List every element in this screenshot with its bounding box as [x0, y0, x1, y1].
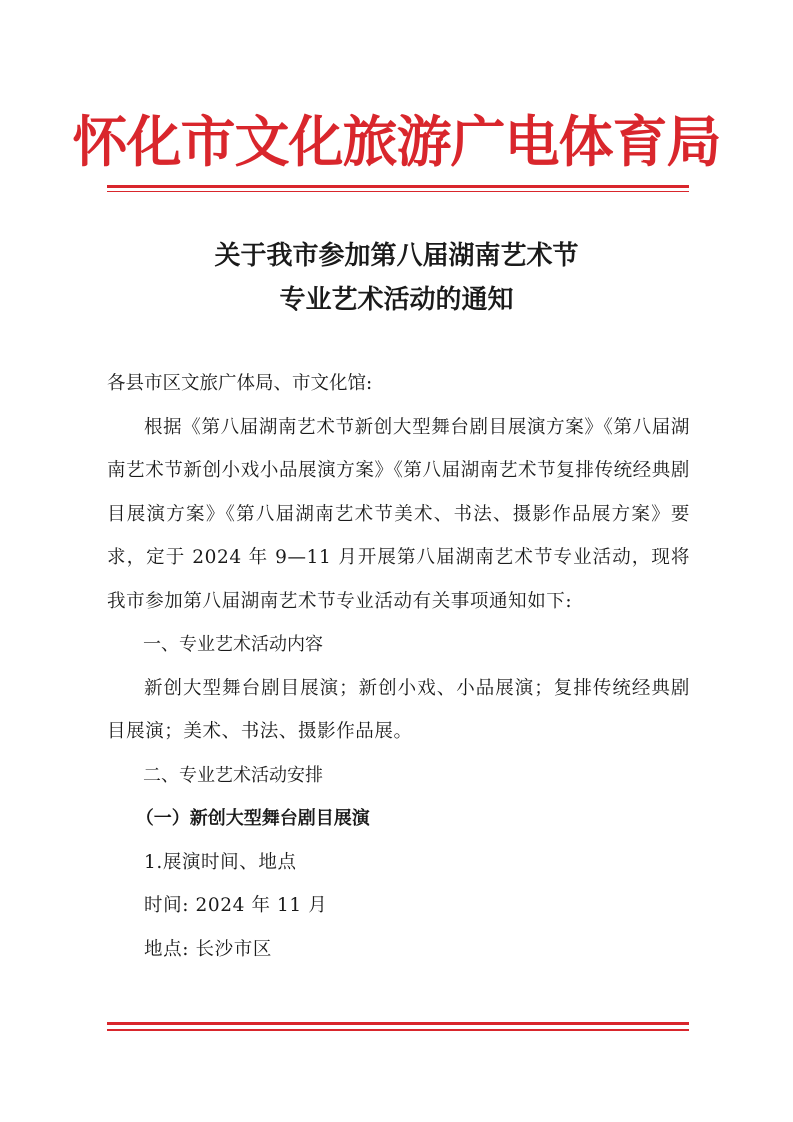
document-body — [107, 362, 690, 971]
intro-paragraph: 根据《第八届湖南艺术节新创大型舞台剧目展演方案》《第八届湖南艺术节新创小戏小品展演方案》《第八届湖南艺术节复排传统经典剧目展演方案》《第八届湖南艺术节美术、书法、摄影作品展方案》要求，定于 2024 年 9—11 月开展第八届湖南艺术节专业活动，现将我市参加第八届湖南艺术节专业活动有关事项通知如下: — [107, 416, 690, 612]
agency-masthead: 怀化市文化旅游广电体育局 — [72, 110, 721, 174]
document-title-line-1: 关于我市参加第八届湖南艺术节 — [214, 241, 579, 271]
event-place: 地点: 长沙市区 — [144, 938, 272, 960]
event-time: 时间: 2024 年 11 月 — [144, 895, 328, 916]
subsection-1-heading: （一）新创大型舞台剧目展演 — [135, 808, 370, 829]
section-1-heading: 一、专业艺术活动内容 — [143, 634, 323, 655]
section-2-heading: 二、专业艺术活动安排 — [143, 764, 323, 786]
document-title-line-2: 专业艺术活动的通知 — [279, 285, 514, 315]
salutation: 各县市区文旅广体局、市文化馆: — [107, 373, 373, 394]
footer-divider — [107, 1022, 689, 1031]
section-1-body: 新创大型舞台剧目展演；新创小戏、小品展演；复排传统经典剧目展演；美术、书法、摄影作品展。 — [107, 677, 690, 742]
masthead-divider — [107, 185, 689, 192]
item-1-label: 1.展演时间、地点 — [144, 851, 297, 873]
